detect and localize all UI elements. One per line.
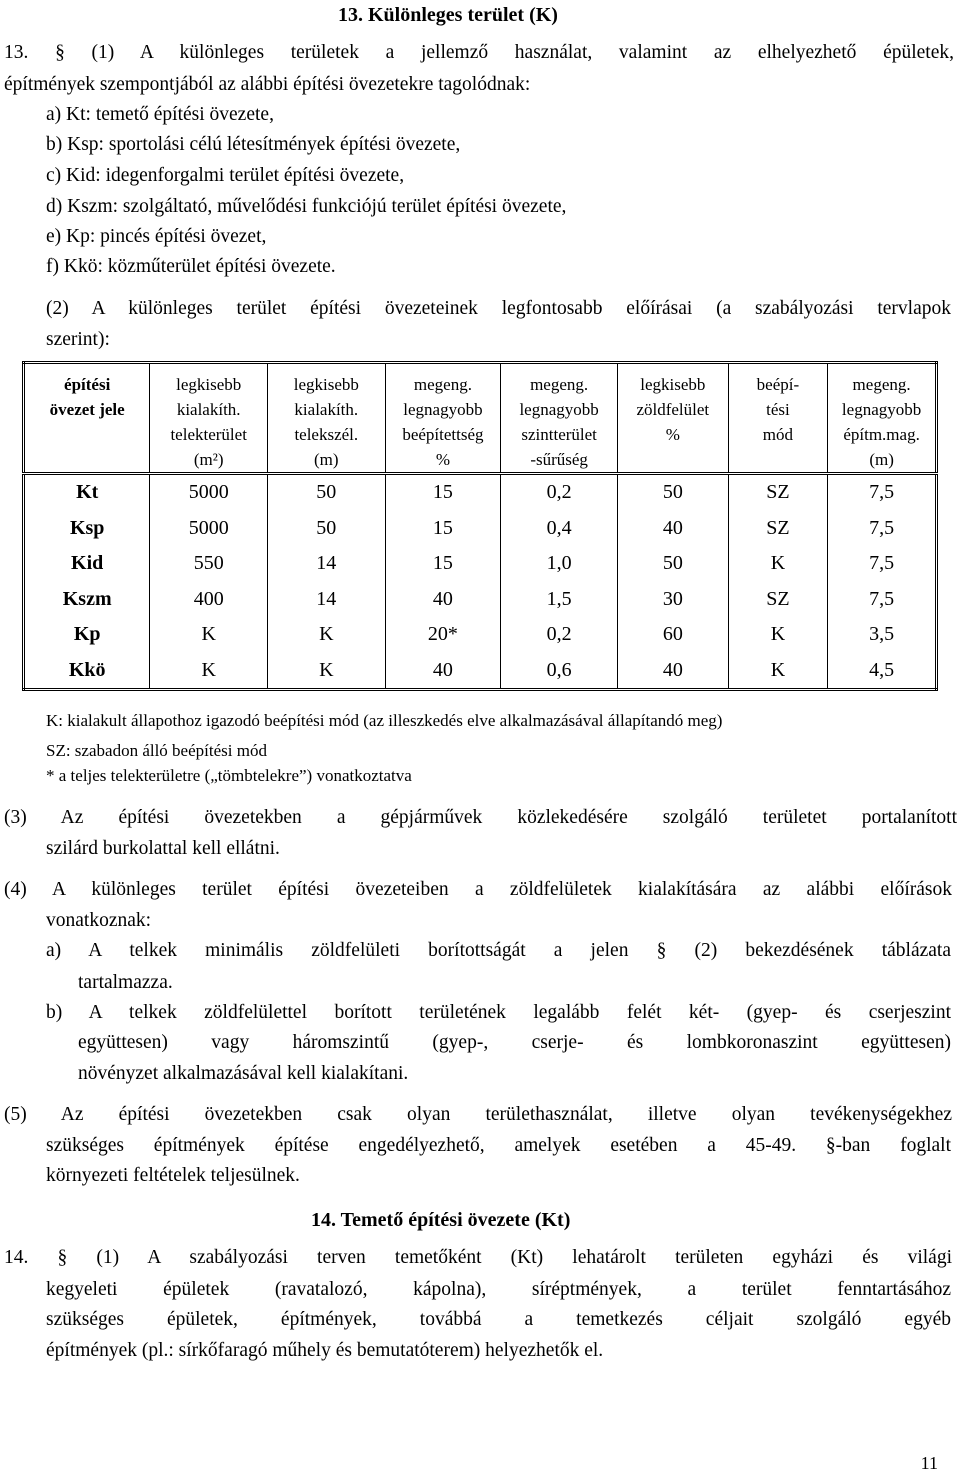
table-cell: Kp	[73, 623, 101, 646]
table-cell: SZ	[728, 582, 828, 618]
table-cell: 40	[617, 653, 728, 690]
list-item-e: e) Kp: pincés építési övezet,	[46, 226, 267, 247]
table-cell: 50	[617, 474, 728, 511]
table-cell: 1,0	[501, 546, 618, 582]
table-cell: K	[728, 653, 828, 690]
table-cell: 550	[150, 546, 268, 582]
paragraph-13-5-line2: szükséges építmények építése engedélyezhető, amelyek esetében a 45-49. §-ban foglalt	[46, 1135, 951, 1156]
page-number: 11	[920, 1453, 938, 1473]
table-cell: Kkö	[68, 658, 106, 681]
table-cell: 5000	[150, 474, 268, 511]
header-max-coverage: megeng. legnagyobb beépítettség %	[385, 363, 501, 474]
list-item-a: a) Kt: temető építési övezete,	[46, 104, 274, 125]
paragraph-13-1-line1: 13. § (1) A különleges területek a jellemző használat, valamint az elhelyezhető épületek,	[4, 42, 954, 63]
table-row	[24, 546, 937, 582]
paragraph-13-3-line2: szilárd burkolattal kell ellátni.	[46, 838, 280, 859]
paragraph-13-4-b-line1: b) A telkek zöldfelülettel borított területének legalább felét két- (gyep- és cserjeszint	[46, 1002, 951, 1023]
table-cell: 4,5	[828, 653, 937, 690]
table-cell: 400	[150, 582, 268, 618]
table-cell: 15	[385, 546, 501, 582]
table-row	[24, 653, 937, 690]
paragraph-13-3-line1: (3) Az építési övezetekben a gépjárművek közlekedésére szolgáló területet portalanított	[4, 807, 957, 828]
table-cell: 7,5	[828, 511, 937, 547]
paragraph-13-4-b-line3: növényzet alkalmazásával kell kialakítani.	[78, 1063, 409, 1084]
table-cell: K	[268, 617, 386, 653]
table-cell: 40	[617, 511, 728, 547]
table-cell: 0,6	[501, 653, 618, 690]
paragraph-13-1-line2: építmények szempontjából az alábbi építési övezetekre tagolódnak:	[4, 74, 531, 95]
table-cell: SZ	[728, 511, 828, 547]
section-heading-13: 13. Különleges terület (K)	[338, 4, 558, 26]
table-cell: 1,5	[501, 582, 618, 618]
table-cell: 0,4	[501, 511, 618, 547]
paragraph-14-1-line1: 14. § (1) A szabályozási terven temetőként (Kt) lehatárolt területen egyházi és világi	[4, 1247, 952, 1268]
header-building-mode: beépí- tési mód	[728, 363, 828, 474]
paragraph-13-5-line3: környezeti feltételek teljesülnek.	[46, 1165, 300, 1186]
table-cell: 3,5	[828, 617, 937, 653]
header-zone-code: építési övezet jele	[24, 363, 150, 474]
table-cell: 14	[268, 582, 386, 618]
table-cell: K	[150, 617, 268, 653]
table-cell: 15	[385, 474, 501, 511]
paragraph-13-4-line1: (4) A különleges terület építési övezeteiben a zöldfelületek kialakítására az alábbi előírások	[4, 879, 952, 900]
table-cell: K	[728, 546, 828, 582]
table-cell: 60	[617, 617, 728, 653]
table-row	[24, 582, 937, 618]
table-cell: 50	[268, 474, 386, 511]
list-item-b: b) Ksp: sportolási célú létesítmények építési övezete,	[46, 134, 461, 155]
table-row	[24, 511, 937, 547]
table-cell: 7,5	[828, 546, 937, 582]
table-cell: 7,5	[828, 474, 937, 511]
header-min-plot-width: legkisebb kialakíth. telekszél. (m)	[268, 363, 386, 474]
paragraph-13-2-line2: szerint):	[46, 329, 110, 350]
table-cell: 15	[385, 511, 501, 547]
table-cell: 40	[385, 653, 501, 690]
header-min-green-area: legkisebb zöldfelület %	[617, 363, 728, 474]
table-note-k: K: kialakult állapothoz igazodó beépítési mód (az illeszkedés elve alkalmazásával állapítandó meg)	[46, 711, 723, 730]
table-cell: 0,2	[501, 474, 618, 511]
paragraph-13-4-a-line1: a) A telkek minimális zöldfelületi borítottságát a jelen § (2) bekezdésének táblázata	[46, 940, 951, 961]
paragraph-13-5-line1: (5) Az építési övezetekben csak olyan területhasználat, illetve olyan tevékenységekhez	[4, 1104, 952, 1125]
paragraph-14-1-line3: szükséges épületek, építmények, továbbá a temetkezés céljait szolgáló egyéb	[46, 1309, 951, 1330]
paragraph-14-1-line2: kegyeleti épületek (ravatalozó, kápolna), síréptmények, a terület fenntartásához	[46, 1279, 951, 1300]
table-cell: 5000	[150, 511, 268, 547]
table-note-sz: SZ: szabadon álló beépítési mód	[46, 741, 267, 760]
table-cell: 50	[268, 511, 386, 547]
table-cell: 20*	[385, 617, 501, 653]
table-cell: 14	[268, 546, 386, 582]
table-cell: Ksp	[69, 516, 105, 539]
table-cell: 50	[617, 546, 728, 582]
table-header-row	[24, 363, 937, 474]
list-item-d: d) Kszm: szolgáltató, művelődési funkciójú terület építési övezete,	[46, 196, 567, 217]
paragraph-13-4-line2: vonatkoznak:	[46, 910, 152, 931]
list-item-c: c) Kid: idegenforgalmi terület építési övezete,	[46, 165, 405, 186]
table-cell: 40	[385, 582, 501, 618]
table-cell: 0,2	[501, 617, 618, 653]
paragraph-13-4-b-line2: együttesen) vagy háromszintű (gyep-, cserje- és lombkoronaszint együttesen)	[78, 1032, 951, 1053]
table-cell: SZ	[728, 474, 828, 511]
table-note-asterisk: * a teljes telekterületre („tömbtelekre”) vonatkoztatva	[46, 766, 412, 785]
header-max-height: megeng. legnagyobb építm.mag. (m)	[828, 363, 937, 474]
zoning-table	[22, 361, 938, 691]
table-row	[24, 617, 937, 653]
list-item-f: f) Kkö: közműterület építési övezete.	[46, 256, 336, 277]
paragraph-13-4-a-line2: tartalmazza.	[78, 972, 173, 993]
paragraph-14-1-line4: építmények (pl.: sírkőfaragó műhely és bemutatóterem) helyezhetők el.	[46, 1340, 604, 1361]
table-cell: K	[728, 617, 828, 653]
section-heading-14: 14. Temető építési övezete (Kt)	[311, 1209, 571, 1231]
table-cell: K	[268, 653, 386, 690]
table-cell: Kid	[71, 552, 104, 575]
table-cell: K	[150, 653, 268, 690]
table-cell: Kszm	[62, 587, 112, 610]
header-max-floor-density: megeng. legnagyobb szintterület -sűrűség	[501, 363, 618, 474]
header-min-plot-area: legkisebb kialakíth. telekterület (m²)	[150, 363, 268, 474]
paragraph-13-2-line1: (2) A különleges terület építési övezeteinek legfontosabb előírásai (a szabályozási tervlapok	[46, 298, 951, 319]
table-row	[24, 474, 937, 511]
table-cell: Kt	[76, 481, 99, 504]
table-cell: 30	[617, 582, 728, 618]
table-cell: 7,5	[828, 582, 937, 618]
